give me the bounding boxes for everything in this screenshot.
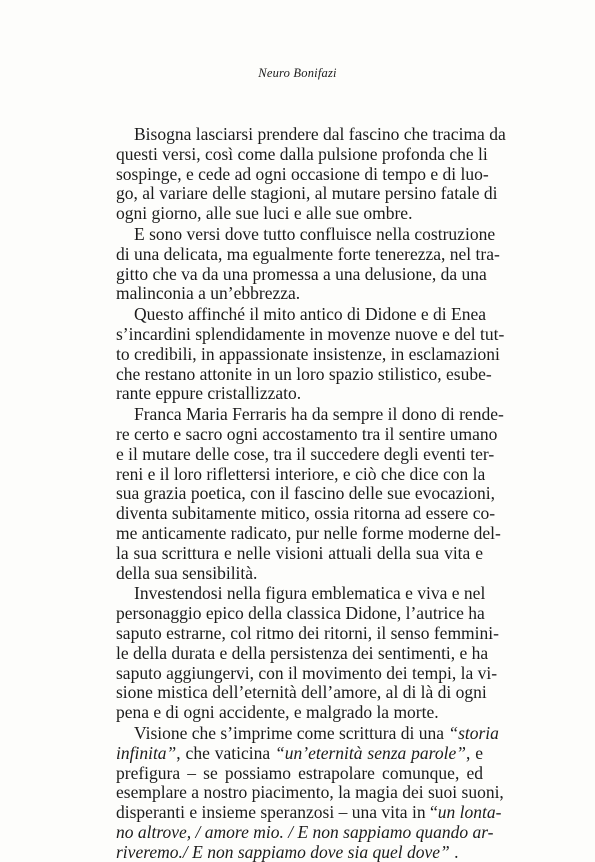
- text-line: che restano attonite in un loro spazio stilistico, esube-: [116, 363, 492, 384]
- text-line: Questo affinché il mito antico di Didone e di Enea: [134, 304, 487, 325]
- paragraph: [116, 304, 505, 404]
- text-line: [116, 821, 494, 843]
- text-line: la sua scrittura e nelle visioni attuali della sua vita e: [116, 542, 483, 563]
- italic-quote: infinita”: [116, 742, 177, 763]
- text-line: [116, 722, 499, 744]
- italic-quote: no altrove, / amore mio. / E non sappiamo quando ar-: [116, 821, 494, 842]
- text-line: saputo estrarne, col ritmo dei ritorni, il senso femmini-: [116, 622, 499, 643]
- text-line: reni e il loro riflettersi interiore, e ciò che dice con la: [116, 463, 486, 484]
- text-line: Bisogna lasciarsi prendere dal fascino che tracima da: [134, 124, 506, 144]
- text-line: saputo aggiungervi, con il movimento dei tempi, la vi-: [116, 662, 498, 683]
- paragraph: [116, 404, 504, 583]
- text-line: sione mistica dell’eternità dell’amore, al di là di ogni: [116, 682, 487, 703]
- text-line: sospinge, e cede ad ogni occasione di tempo e di luo-: [116, 163, 489, 184]
- italic-quote: “un’eternità senza parole”: [275, 742, 466, 763]
- body-text: [116, 124, 506, 862]
- text-line: [116, 744, 483, 764]
- text-line: e il mutare delle cose, tra il succedere degli eventi ter-: [116, 443, 495, 464]
- text-line: [116, 782, 504, 803]
- text-line: della sua sensibilità.: [116, 562, 258, 583]
- paragraph: [116, 583, 499, 723]
- italic-quote: “storia: [448, 722, 499, 743]
- text-line: ogni giorno, alle sue luci e alle sue ombre.: [116, 203, 413, 224]
- text-run: , che vaticina: [176, 742, 276, 763]
- text-line: di una delicata, ma egualmente forte tenerezza, nel tra-: [116, 243, 500, 264]
- text-line: diventa subitamente mitico, ossia ritorna ad essere co-: [116, 503, 496, 524]
- italic-quote: riveremo./ E non sappiamo dove sia quel dove”: [116, 841, 450, 862]
- text-line: [116, 802, 502, 823]
- text-run: .: [449, 841, 459, 862]
- text-line: questi versi, così come dalla pulsione profonda che li: [116, 143, 488, 164]
- paragraph: [116, 223, 500, 304]
- italic-quote: un lonta-: [437, 802, 502, 823]
- text-line: le della durata e della persistenza dei sentimenti, e ha: [116, 642, 489, 663]
- text-run: , e: [465, 742, 483, 763]
- text-line: E sono versi dove tutto confluisce nella costruzione: [134, 223, 496, 244]
- text-line: [116, 843, 483, 862]
- text-line: pena e di ogni accidente, e malgrado la morte.: [116, 702, 439, 723]
- text-line: Franca Maria Ferraris ha da sempre il dono di rende-: [134, 404, 504, 425]
- text-line: gitto che va da una promessa a una delusione, da una: [116, 263, 487, 284]
- paragraph: [116, 124, 506, 224]
- text-line: rante eppure cristallizzato.: [116, 383, 302, 404]
- text-run: prefigura – se possiamo estrapolare comunque, ed: [116, 762, 483, 783]
- text-run: esemplare a nostro piacimento, la magia dei suoi suoni,: [116, 782, 504, 803]
- text-run: Visione che s’imprime come scrittura di una: [134, 722, 449, 743]
- text-line: [116, 764, 483, 784]
- text-line: Investendosi nella figura emblematica e viva e nel: [134, 583, 486, 604]
- text-line: go, al variare delle stagioni, al mutare persino fatale di: [116, 183, 498, 204]
- text-line: to credibili, in appassionate insistenze, in esclamazioni: [116, 343, 500, 364]
- running-head: Neuro Bonifazi: [258, 66, 337, 80]
- text-line: malinconia a un’ebbrezza.: [116, 283, 301, 304]
- text-line: personaggio epico della classica Didone, l’autrice ha: [116, 603, 485, 624]
- text-run: disperanti e insieme speranzosi – una vita in “: [116, 802, 438, 823]
- paragraph: [116, 722, 504, 862]
- text-line: re certo e sacro ogni accostamento tra il sentire umano: [116, 423, 498, 444]
- text-line: me anticamente radicato, pur nelle forme moderne del-: [116, 522, 501, 543]
- text-line: s’incardini splendidamente in movenze nuove e del tut-: [116, 323, 505, 344]
- text-line: sua grazia poetica, con il fascino delle sue evocazioni,: [116, 483, 496, 504]
